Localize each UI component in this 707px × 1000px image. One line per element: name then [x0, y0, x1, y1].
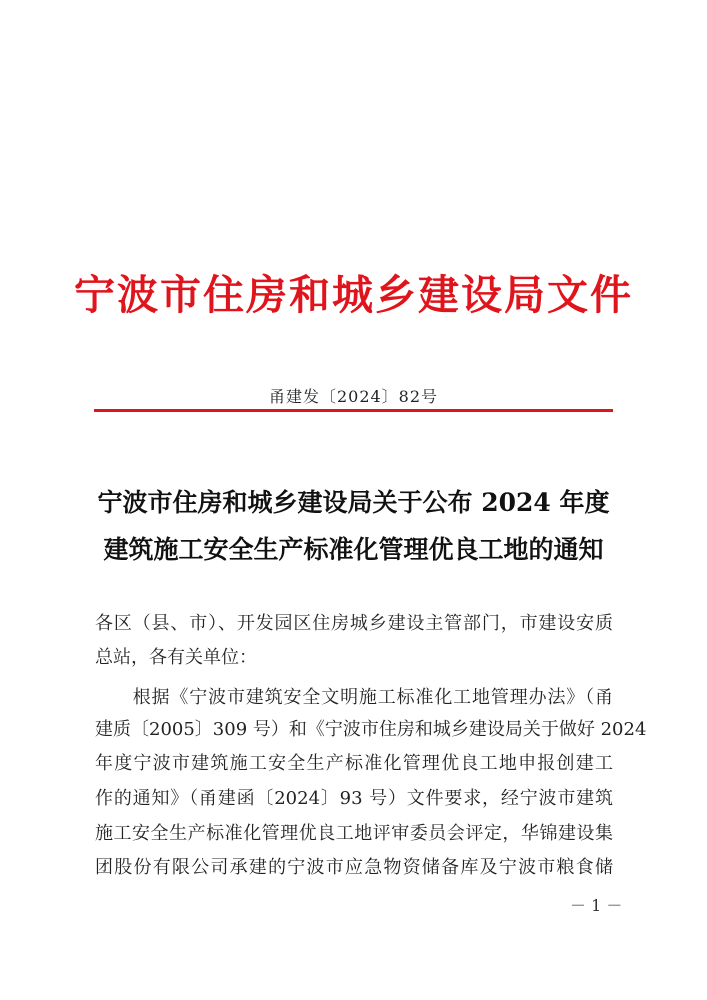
body-line-8: 团股份有限公司承建的宁波市应急物资储备库及宁波市粮食储	[95, 857, 613, 878]
body-line-2: 总站，各有关单位：	[95, 647, 257, 668]
body-line-5: 年度宁波市建筑施工安全生产标准化管理优良工地申报创建工	[95, 753, 613, 774]
issuing-authority-header: 宁波市住房和城乡建设局文件	[74, 271, 633, 319]
page-number: － 1 －	[570, 896, 623, 915]
document-number: 甬建发〔2024〕82号	[268, 387, 439, 406]
body-line-4: 建质〔2005〕309 号）和《宁波市住房和城乡建设局关于做好 2024	[95, 719, 647, 740]
body-line-7: 施工安全生产标准化管理优良工地评审委员会评定，华锦建设集	[95, 823, 613, 844]
body-line-3: 根据《宁波市建筑安全文明施工标准化工地管理办法》（甬	[95, 687, 613, 708]
red-divider-line	[94, 409, 613, 412]
notice-title-line-2: 建筑施工安全生产标准化管理优良工地的通知	[103, 535, 604, 564]
body-line-1: 各区（县、市）、开发园区住房城乡建设主管部门，市建设安质	[95, 613, 613, 634]
notice-title-line-1: 宁波市住房和城乡建设局关于公布 2024 年度	[97, 488, 610, 517]
body-line-6: 作的通知》（甬建函〔2024〕93 号）文件要求，经宁波市建筑	[95, 788, 613, 809]
